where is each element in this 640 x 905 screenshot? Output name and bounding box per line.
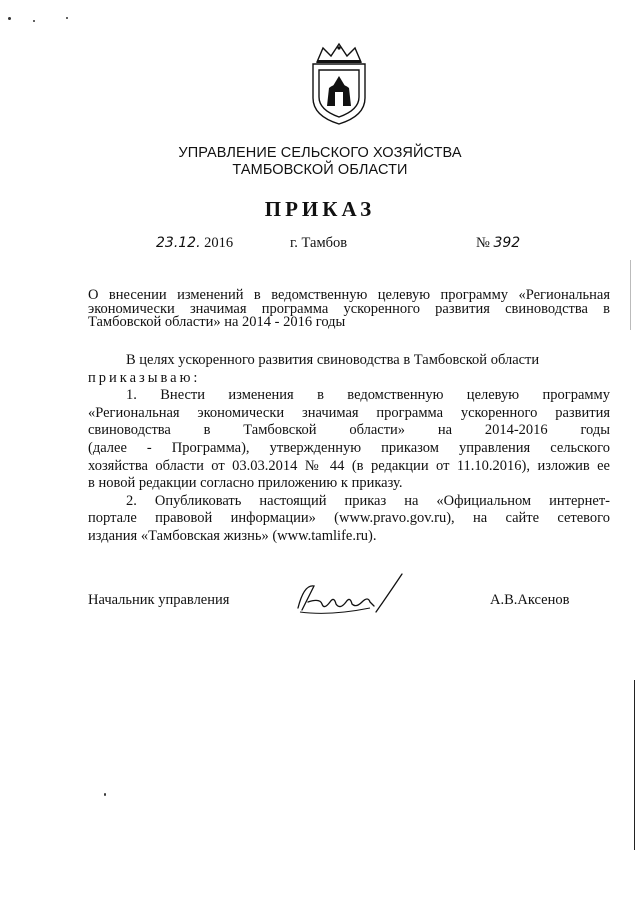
body-line: В целях ускоренного развития свиноводства в Тамбовской области xyxy=(126,352,540,368)
body-line: «Региональная экономически значимая программа ускоренного развития xyxy=(88,404,610,421)
order-number xyxy=(476,234,520,252)
order-subject xyxy=(88,289,610,330)
scan-speck xyxy=(33,20,35,22)
handwritten-signature-icon xyxy=(290,572,410,622)
body-line: свиноводства в Тамбовской области» на 2014-2016 годы xyxy=(88,422,610,439)
tambov-coat-of-arms-icon xyxy=(303,40,375,126)
order-date xyxy=(156,234,233,252)
body-line: хозяйства области от 03.03.2014 № 44 (в редакции от 11.10.2016), изложив ее xyxy=(88,457,610,474)
scan-speck xyxy=(66,17,68,19)
body-line: 1. Внести изменения в ведомственную целевую программу xyxy=(126,387,610,404)
subject-line: Тамбовской области» на 2014 - 2016 годы xyxy=(88,314,346,330)
order-city: г. Тамбов xyxy=(290,235,348,251)
subject-line: О внесении изменений в ведомственную целевую программу «Региональная xyxy=(88,287,610,303)
document-type-title: ПРИКАЗ xyxy=(264,197,376,221)
body-line: в новой редакции согласно приложению к приказу. xyxy=(88,475,403,492)
org-name-line2: ТАМБОВСКОЙ ОБЛАСТИ xyxy=(232,162,408,178)
signatory-position: Начальник управления xyxy=(88,592,230,608)
date-handwritten: 23.12. xyxy=(156,235,201,251)
body-line: издания «Тамбовская жизнь» (www.tamlife.ru). xyxy=(88,527,377,544)
body-line-orders: приказываю: xyxy=(88,369,201,386)
body-line: (далее - Программа), утвержденную приказом управления сельского xyxy=(88,439,610,456)
scan-edge-line xyxy=(634,680,635,850)
scan-speck xyxy=(8,17,11,20)
scan-edge-line xyxy=(630,260,631,330)
order-body xyxy=(88,352,610,546)
signatory-name: А.В.Аксенов xyxy=(490,592,570,608)
body-line: портале правовой информации» (www.pravo.gov.ru), на сайте сетевого xyxy=(88,510,610,527)
scan-speck xyxy=(104,793,106,796)
date-year: 2016 xyxy=(200,235,234,251)
number-label: № xyxy=(476,235,494,251)
number-handwritten: 392 xyxy=(493,235,521,251)
org-name-line1: УПРАВЛЕНИЕ СЕЛЬСКОГО ХОЗЯЙСТВА xyxy=(178,145,462,161)
subject-line: экономически значимая программа ускоренного развития свиноводства в xyxy=(88,300,610,317)
body-line: 2. Опубликовать настоящий приказ на «Официальном интернет- xyxy=(126,492,610,509)
